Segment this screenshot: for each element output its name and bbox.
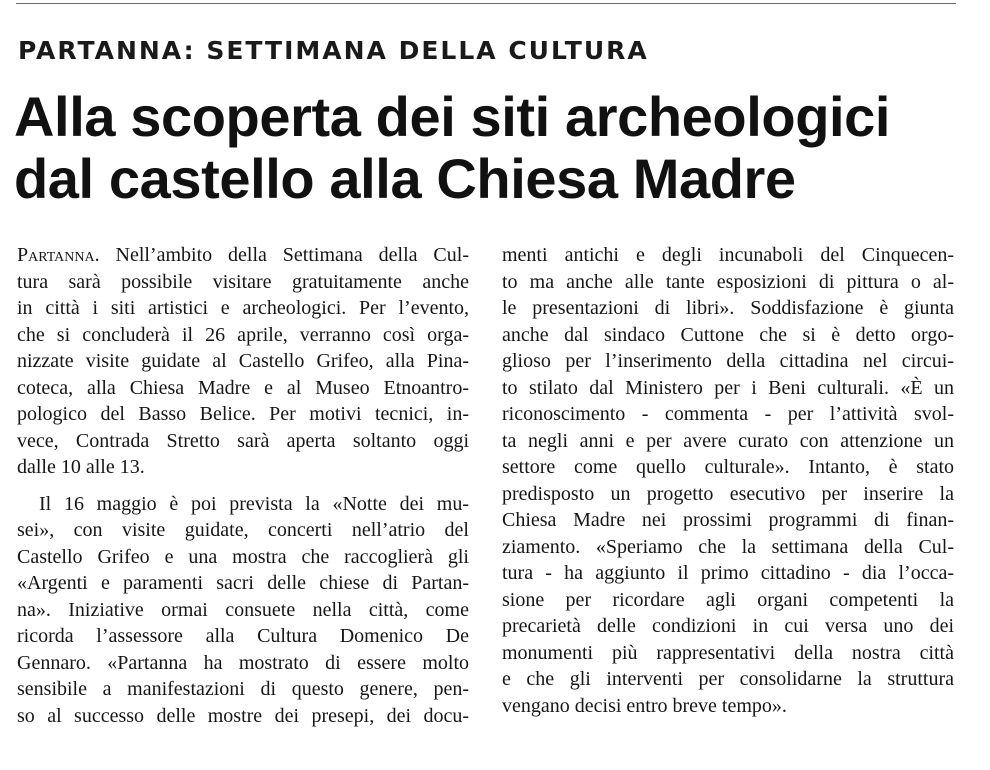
text-line: che si concluderà il 26 aprile, verranno così orga-: [17, 323, 469, 346]
text-line: sei», con visite guidate, concerti nell’atrio del: [17, 519, 469, 541]
text-line: settore come quello culturale». Intanto, è stato: [502, 456, 954, 478]
text-line: le presentazioni di libri». Soddisfazione è giunta: [502, 297, 954, 319]
text-line: tura - ha aggiunto il primo cittadino - dia l’occa-: [502, 562, 954, 584]
text-line: e che gli interventi per consolidarne la struttura: [502, 668, 954, 690]
dateline: Partanna: [17, 244, 95, 266]
text-line: sensibile a manifestazioni di questo genere, pen-: [17, 678, 469, 700]
column-divider: [486, 242, 487, 722]
text-line: precarietà delle condizioni in cui versa uno dei: [502, 615, 954, 637]
text-line: dalle 10 alle 13.: [17, 456, 145, 478]
text-line: «Argenti e paramenti sacri delle chiese di Partan-: [17, 572, 469, 594]
text-line: [17, 242, 469, 269]
text-line: ziamento. «Speriamo che la settimana della Cul-: [502, 535, 954, 558]
text-line: vengano decisi entro breve tempo».: [502, 694, 787, 717]
headline-line-2: dal castello alla Chiesa Madre: [14, 147, 796, 210]
text-line: coteca, alla Chiesa Madre e al Museo Etnoantro-: [17, 376, 469, 399]
text-line: in città i siti artistici e archeologici. Per l’evento,: [17, 297, 469, 319]
kicker: PARTANNA: SETTIMANA DELLA CULTURA: [18, 36, 649, 65]
text-line: na». Iniziative ormai consuete nella città, come: [17, 598, 469, 621]
text-line: nizzate visite guidate al Castello Grifeo, alla Pina-: [17, 350, 469, 372]
text-line: glioso per l’inserimento della cittadina nel circui-: [502, 350, 954, 372]
text-line: ta negli anni e per avere curato con attenzione un: [502, 429, 954, 452]
text-line: so al successo delle mostre dei presepi, dei docu-: [17, 704, 469, 727]
text-line: Chiesa Madre nei prossimi programmi di finan-: [502, 509, 954, 531]
text-line: riconoscimento - commenta - per l’attività svol-: [502, 403, 954, 425]
text-line: pologico del Basso Belice. Per motivi tecnici, in-: [17, 403, 469, 425]
text-line-content: . Nell’ambito della Settimana della Cul-: [94, 244, 469, 266]
text-line: vece, Contrada Stretto sarà aperta soltanto oggi: [17, 429, 469, 452]
article-column-right: [502, 242, 954, 719]
headline-line-1: Alla scoperta dei siti archeologici: [14, 85, 891, 148]
text-line: monumenti più rappresentativi della nostra città: [502, 641, 954, 664]
text-line: anche dal sindaco Cuttone che si è detto orgo-: [502, 323, 954, 346]
text-line: Castello Grifeo e una mostra che raccoglierà gli: [17, 545, 469, 568]
article-column-left: [17, 242, 469, 729]
top-rule: [16, 3, 956, 4]
text-line: Gennaro. «Partanna ha mostrato di essere molto: [17, 651, 469, 674]
text-line: to stilato dal Ministero per i Beni culturali. «È un: [502, 376, 954, 399]
text-line: menti antichi e degli incunaboli del Cinquecen-: [502, 244, 954, 266]
text-line: Il 16 maggio è poi prevista la «Notte dei mu-: [39, 492, 469, 515]
text-line: ricorda l’assessore alla Cultura Domenico De: [17, 625, 469, 647]
text-line: tura sarà possibile visitare gratuitamente anche: [17, 270, 469, 293]
text-line: sione per ricordare agli organi competenti la: [502, 588, 954, 611]
text-line: predisposto un progetto esecutivo per inserire la: [502, 482, 954, 505]
headline: [14, 86, 964, 210]
text-line: to ma anche alle tante esposizioni di pittura o al-: [502, 270, 954, 293]
